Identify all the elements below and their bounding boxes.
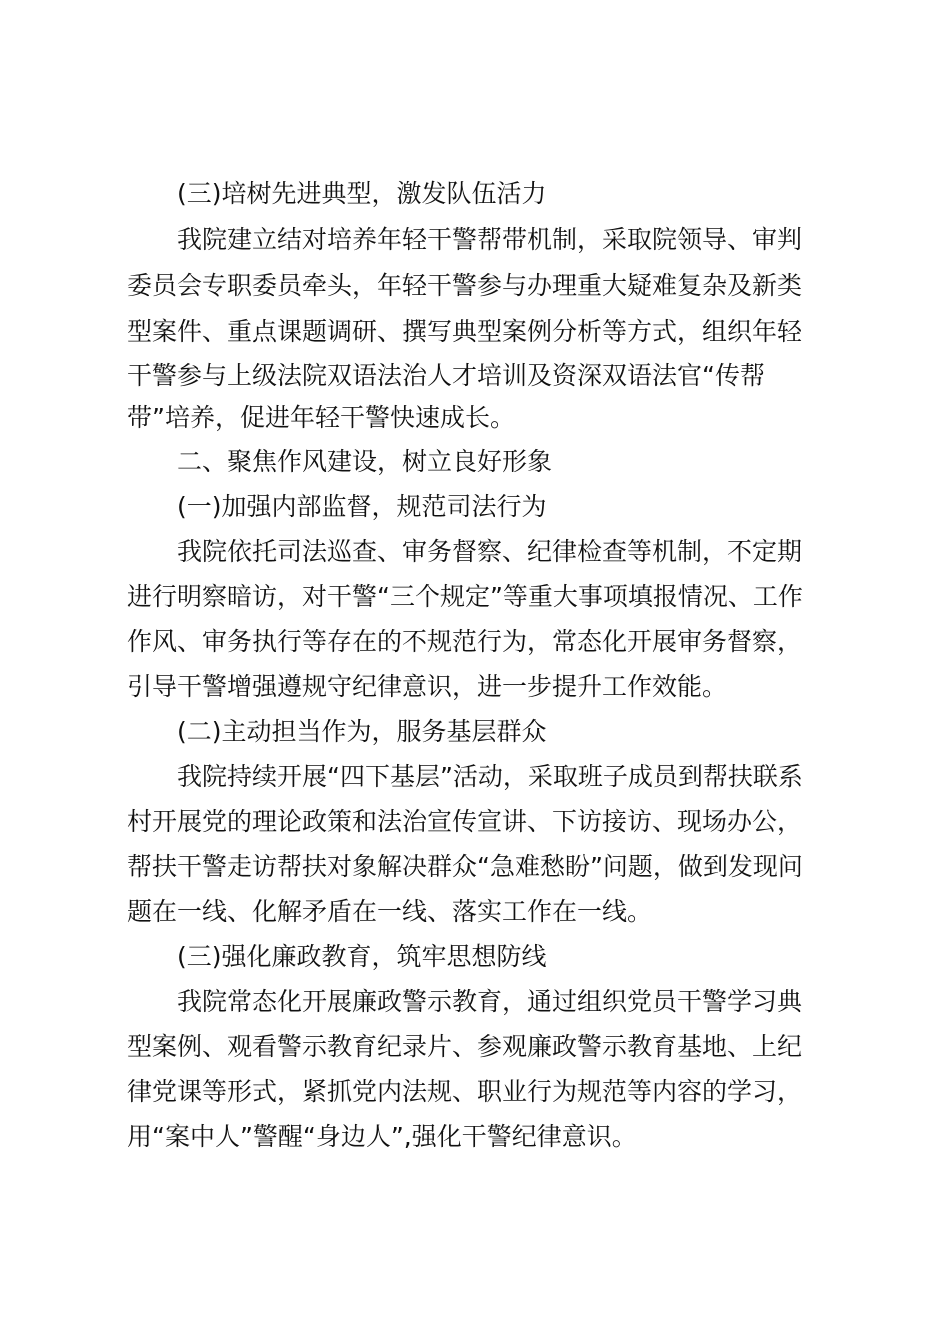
paragraph-line: 委员会专职委员牵头，年轻干警参与办理重大疑难复杂及新类 <box>127 271 803 300</box>
paragraph-line: 题在一线、化解矛盾在一线、落实工作在一线。 <box>127 897 653 926</box>
paragraph-line: 型案件、重点课题调研、撰写典型案例分析等方式，组织年轻 <box>127 317 803 346</box>
section-heading: (三)强化廉政教育，筑牢思想防线 <box>177 942 547 971</box>
paragraph-line: 引导干警增强遵规守纪律意识，进一步提升工作效能。 <box>127 672 728 701</box>
paragraph-line: 我院依托司法巡查、审务督察、纪律检查等机制，不定期 <box>177 537 803 566</box>
section-heading: (一)加强内部监督，规范司法行为 <box>177 492 547 521</box>
paragraph-line: 村开展党的理论政策和法治宣传宣讲、下访接访、现场办公， <box>127 807 803 836</box>
paragraph-line: 进行明察暗访，对干警“三个规定”等重大事项填报情况、工作 <box>127 582 803 611</box>
paragraph-line: 用“案中人”警醒“身边人”,强化干警纪律意识。 <box>127 1122 637 1151</box>
section-heading: (二)主动担当作为，服务基层群众 <box>177 717 547 746</box>
paragraph-line: 干警参与上级法院双语法治人才培训及资深双语法官“传帮 <box>127 361 765 390</box>
paragraph-line: 我院常态化开展廉政警示教育，通过组织党员干警学习典 <box>177 987 803 1016</box>
paragraph-line: 我院建立结对培养年轻干警帮带机制，采取院领导、审判 <box>177 225 803 254</box>
paragraph-line: 律党课等形式，紧抓党内法规、职业行为规范等内容的学习， <box>127 1077 803 1106</box>
paragraph-line: 帮扶干警走访帮扶对象解决群众“急难愁盼”问题，做到发现问 <box>127 852 803 881</box>
paragraph-line: 带”培养，促进年轻干警快速成长。 <box>127 403 515 432</box>
paragraph-line: 作风、审务执行等存在的不规范行为，常态化开展审务督察， <box>127 627 803 656</box>
paragraph-line: 我院持续开展“四下基层”活动，采取班子成员到帮扶联系 <box>177 762 803 791</box>
paragraph-line: 型案例、观看警示教育纪录片、参观廉政警示教育基地、上纪 <box>127 1032 803 1061</box>
chapter-heading: 二、聚焦作风建设，树立良好形象 <box>177 447 553 476</box>
section-heading: (三)培树先进典型，激发队伍活力 <box>177 179 547 208</box>
